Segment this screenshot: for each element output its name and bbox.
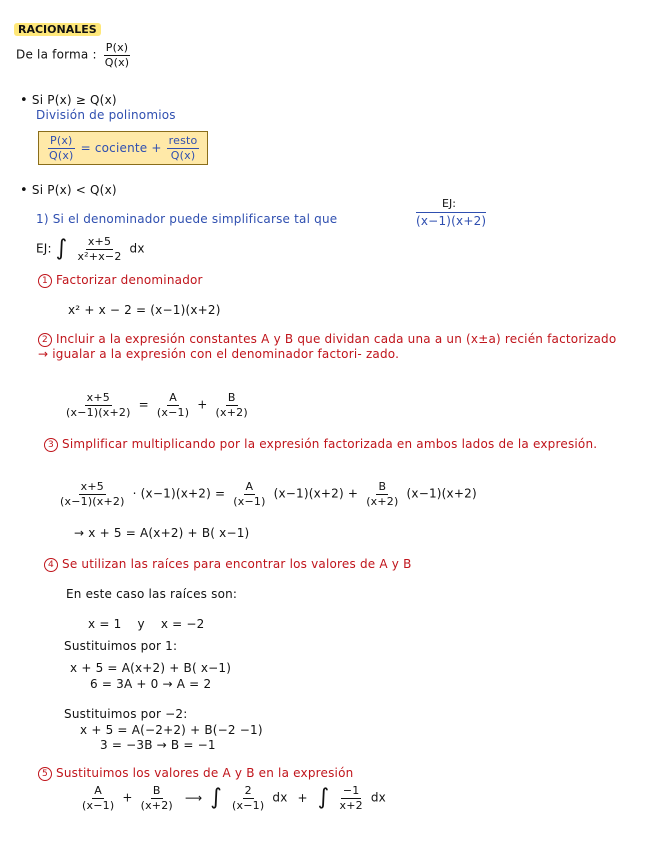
- step-5: 5 Sustituimos los valores de A y B en la expresión: [38, 766, 353, 781]
- step2-equation: $\frac{x+5}{(x-1)(x+2)}$ = $\frac{A}{(x-1)}$ + $\frac{B}{(x+2)}$: [66, 391, 248, 419]
- case1-bullet: • Si P(x) ≥ Q(x): [20, 93, 117, 108]
- rule-1: 1) Si el denominador puede simplificarse tal que: [36, 212, 338, 226]
- substitute-2-title: Sustituimos por −2:: [64, 707, 188, 721]
- substitute-2-line1: x + 5 = A(−2+2) + B(−2 −1): [80, 723, 263, 737]
- page-title: RACIONALES: [14, 18, 101, 37]
- substitute-1-title: Sustituimos por 1:: [64, 639, 178, 653]
- substitute-1-line2: 6 = 3A + 0 → A = 2: [90, 677, 212, 691]
- step1-equation: x² + x − 2 = (x−1)(x+2): [68, 303, 221, 317]
- step-1: 1 Factorizar denominador: [38, 273, 203, 288]
- case2-bullet: • Si P(x) < Q(x): [20, 183, 117, 198]
- step3-result: → x + 5 = A(x+2) + B( x−1): [74, 526, 250, 540]
- division-formula-box: $\frac{P(x)}{Q(x)}$ = cociente + $\frac{\text{resto}}{Q(x)}$: [38, 131, 208, 165]
- step-3: 3 Simplificar multiplicando por la expresión factorizada en ambos lados de la expresión.: [44, 437, 634, 452]
- step-2: 2 Incluir a la expresión constantes A y B que dividan cada una a un (x±a) recién factorizado → igualar a la expresión con el denominador factori- zado.: [38, 332, 617, 361]
- ej-label-top: EJ:: [442, 197, 456, 210]
- ej-factor-expression: (x−1)(x+2): [416, 214, 487, 228]
- step-4: 4 Se utilizan las raíces para encontrar los valores de A y B: [44, 557, 412, 572]
- example-integral: EJ: ∫ $\frac{x+5}{\text{x²+x−2}}$ dx: [36, 235, 145, 263]
- roots-values: x = 1 y x = −2: [88, 617, 205, 631]
- step5-equation: $\frac{A}{(x-1)}$ + $\frac{B}{(x+2)}$ ⟶ ∫ $\frac{2}{(x-1)}$ dx + ∫ $\frac{-1}{x+2}$ dx: [82, 784, 386, 812]
- case1-subtitle: División de polinomios: [36, 108, 176, 122]
- step3-equation: $\frac{x+5}{(x-1)(x+2)}$ · (x−1)(x+2) = $\frac{A}{(x-1)}$ (x−1)(x+2) + $\frac{B}{(x+2)}$ (x−1)(x+2): [60, 480, 477, 508]
- substitute-2-line2: 3 = −3B → B = −1: [100, 738, 216, 752]
- form-intro: De la forma : $\frac{P(x)}{Q(x)}$: [16, 41, 130, 69]
- substitute-1-line1: x + 5 = A(x+2) + B( x−1): [70, 661, 232, 675]
- roots-intro: En este caso las raíces son:: [66, 587, 238, 601]
